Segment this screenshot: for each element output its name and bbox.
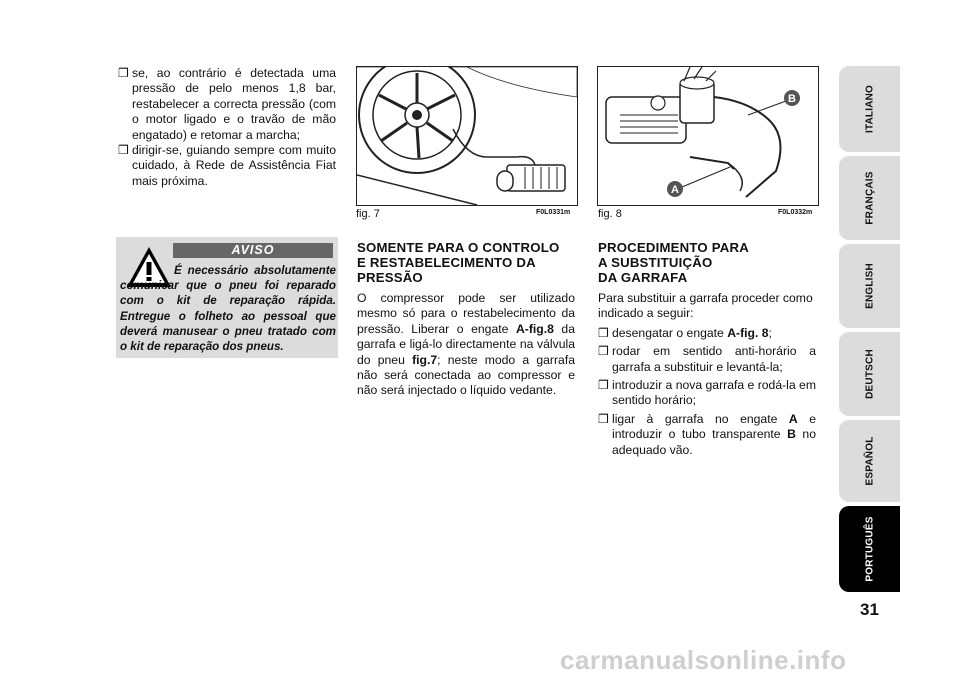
page-number: 31 [860,600,879,619]
marker-b-label: B [788,93,796,105]
tire-compressor-illustration [357,67,577,205]
compressor-bottle-illustration [598,67,818,205]
figure-label: fig. 8 [598,208,622,220]
checkbox-bullet-icon: ❒ [598,344,609,359]
list-item-text: dirigir-se, guiando sempre com muito cuidado, à Rede de Assistência Fiat mais próxima. [132,143,336,188]
section-heading: SOMENTE PARA O CONTROLO E RESTABELECIMENTO DA PRESSÃO [357,240,560,285]
checkbox-bullet-icon: ❒ [118,143,129,158]
tab-deutsch[interactable]: DEUTSCH [839,332,900,416]
bullet-list-2 [598,326,816,458]
section-pressure-control [357,240,575,399]
list-item [118,143,336,189]
watermark: carmanualsonline.info [560,645,847,675]
figure-label: fig. 7 [356,208,380,220]
list-item-text: se, ao contrário é detectada uma pressão de pelo menos 1,8 bar, restabelecer a correcta pressão (com o motor ligado e o travão de mão engatado) e retomar a marcha; [132,66,336,142]
figure-7-tire-compressor [356,66,578,206]
checkbox-bullet-icon: ❒ [118,66,129,80]
marker-a-label: A [671,184,679,196]
section-intro: Para substituir a garrafa proceder como indicado a seguir: [598,291,813,321]
checkbox-bullet-icon: ❒ [598,378,609,393]
section-paragraph: O compressor pode ser utilizado mesmo só para o restabelecimento da pressão. Liberar o engate A-fig.8 da garrafa e ligá-lo directamente na válvula do pneu fig.7; neste modo a garrafa não será conectada ao compressor e não será injectado o líquido vedante. [357,291,575,398]
tab-espanol[interactable]: ESPAÑOL [839,420,900,502]
tab-english[interactable]: ENGLISH [839,244,900,328]
tab-portugues[interactable]: PORTUGUÊS [839,506,900,592]
section-heading: PROCEDIMENTO PARA A SUBSTITUIÇÃO DA GARRAFA [598,240,749,285]
list-item: ❒ ligar à garrafa no engate A e introduzir o tubo transparente B no adequado vão. [598,411,817,457]
section-bottle-replacement [598,240,816,458]
list-item: ❒ rodar em sentido anti-horário a garrafa a substituir e levantá-la; [598,344,816,374]
figure-code: F0L0331m [536,209,571,216]
figure-8-bottle-replacement [597,66,819,206]
tab-italiano[interactable]: ITALIANO [839,66,900,152]
list-item: ❒ desengatar o engate A-fig. 8; [598,325,772,340]
list-item [118,66,336,143]
warning-title: AVISO [173,243,333,258]
warning-box [116,237,338,358]
figure-code: F0L0332m [778,209,813,216]
checkbox-bullet-icon: ❒ [598,411,609,426]
tab-francais[interactable]: FRANÇAIS [839,156,900,240]
warning-text: É necessário absolutamente comunicar que o pneu foi reparado com o kit de reparação rápida. Entregue o folheto ao pessoal que deverá manusear o pneu tratado com o kit de reparação dos pneus. [120,264,336,354]
checkbox-bullet-icon: ❒ [598,325,609,340]
bullet-list-1 [118,66,336,189]
list-item: ❒ introduzir a nova garrafa e rodá-la em sentido horário; [598,378,816,408]
